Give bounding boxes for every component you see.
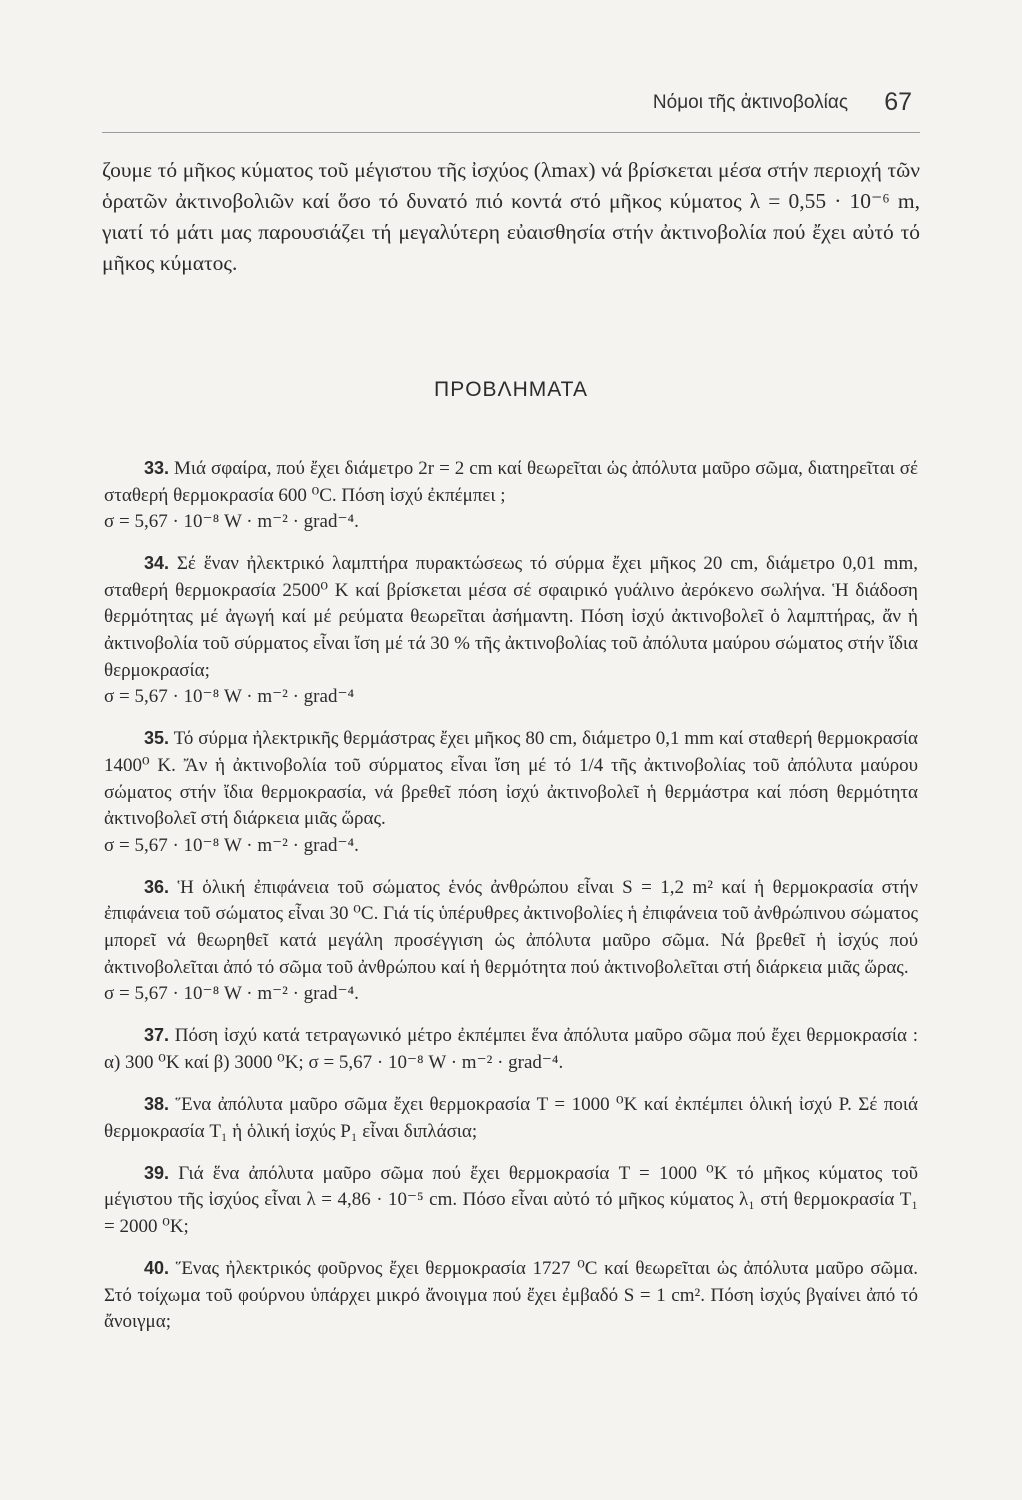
problem-text: Γιά ἕνα ἀπόλυτα μαῦρο σῶμα πού ἔχει θερμοκρασία T = 1000 ⁰K τό μῆκος κύματος τοῦ μέγιστου τῆς ἰσχύος εἶναι λ = 4,86 · 10⁻⁵ cm. Πόσο εἶναι αὐτό τό μῆκος κύματος λ₁ στή θερμοκρασία T₁ = 2000 ⁰K; bbox=[104, 1162, 919, 1237]
problem-text: Μιά σφαίρα, πού ἔχει διάμετρο 2r = 2 cm καί θεωρεῖται ὡς ἀπόλυτα μαῦρο σῶμα, διατηρεῖται σέ σταθερή θερμοκρασία 600 ⁰C. Πόση ἰσχύ ἐκπέμπει ; bbox=[104, 458, 918, 506]
problem-number: 33. bbox=[144, 458, 170, 478]
problem-constant: σ = 5,67 · 10⁻⁸ W · m⁻² · grad⁻⁴. bbox=[104, 983, 359, 1005]
problem-34 bbox=[104, 550, 918, 711]
problem-number: 34. bbox=[144, 553, 170, 574]
problem-number: 35. bbox=[144, 728, 170, 749]
problem-constant: σ = 5,67 · 10⁻⁸ W · m⁻² · grad⁻⁴ bbox=[104, 686, 355, 708]
problem-text: Πόση ἰσχύ κατά τετραγωνικό μέτρο ἐκπέμπει ἕνα ἀπόλυτα μαῦρο σῶμα πού ἔχει θερμοκρασία : α) 300 ⁰K καί β) 3000 ⁰K; σ = 5,67 · 10⁻⁸ W · m⁻² · grad⁻⁴. bbox=[104, 1025, 918, 1073]
problem-35 bbox=[104, 725, 918, 859]
problem-36 bbox=[104, 874, 918, 1008]
problem-constant: σ = 5,67 · 10⁻⁸ W · m⁻² · grad⁻⁴. bbox=[104, 834, 359, 856]
problem-text: Ἡ ὁλική ἐπιφάνεια τοῦ σώματος ἑνός ἀνθρώπου εἶναι S = 1,2 m² καί ἡ θερμοκρασία στήν ἐπιφάνεια τοῦ σώματος εἶναι 30 ⁰C. Γιά τίς ὑπέρυθρες ἀκτινοβολίες ἡ ἐπιφάνεια τοῦ ἀνθρώπινου σώματος μπορεῖ νά θεωρηθεῖ κατά μεγάλη προσέγγιση ὡς ἀπόλυτα μαῦρο σῶμα. Νά βρεθεῖ ἡ ἰσχύς πού ἀκτινοβολεῖται ἀπό τό σῶμα τοῦ ἀνθρώπου καί ἡ θερμότητα πού ἀκτινοβολεῖται στή διάρκεια μιᾶς ὥρας. bbox=[104, 876, 919, 978]
running-header bbox=[100, 88, 920, 124]
problem-text: Σέ ἕναν ἠλεκτρικό λαμπτήρα πυρακτώσεως τό σύρμα ἔχει μῆκος 20 cm, διάμετρο 0,01 mm, σταθερή θερμοκρασία 2500⁰ K καί βρίσκεται μέσα σέ σφαιρικό γυάλινο ἀερόκενο σωλήνα. Ἡ διάδοση θερμότητας μέ ἀγωγή καί μέ ρεύματα θεωρεῖται ἀσήμαντη. Πόση ἰσχύ ἀκτινοβολεῖ ὁ λαμπτήρας, ἄν ἡ ἀκτινοβολία τοῦ σύρματος εἶναι ἴση μέ τά 30 % τῆς ἀκτινοβολίας τοῦ ἀπόλυτα μαύρου σώματος στήν ἴδια θερμοκρασία; bbox=[104, 553, 918, 681]
problem-38 bbox=[104, 1091, 918, 1145]
problem-number: 37. bbox=[144, 1025, 170, 1046]
problem-number: 39. bbox=[144, 1162, 170, 1183]
problem-40 bbox=[104, 1255, 918, 1336]
chapter-title: Νόμοι τῆς ἀκτινοβολίας bbox=[652, 92, 848, 113]
problem-33 bbox=[104, 455, 918, 536]
section-heading: ΠΡΟΒΛΗΜΑΤΑ bbox=[434, 378, 588, 401]
problem-39 bbox=[104, 1160, 918, 1241]
page-number: 67 bbox=[884, 88, 912, 116]
header-rule bbox=[102, 132, 920, 133]
problem-constant: σ = 5,67 · 10⁻⁸ W · m⁻² · grad⁻⁴. bbox=[104, 511, 359, 533]
problem-text: Ἕνας ἠλεκτρικός φοῦρνος ἔχει θερμοκρασία 1727 ⁰C καί θεωρεῖται ὡς ἀπόλυτα μαῦρο σῶμα. Στό τοίχωμα τοῦ φούρνου ὑπάρχει μικρό ἄνοιγμα πού ἔχει ἐμβαδό S = 1 cm². Πόση ἰσχύς βγαίνει ἀπό τό ἄνοιγμα; bbox=[104, 1257, 919, 1333]
problem-number: 36. bbox=[144, 876, 170, 897]
problem-number: 38. bbox=[144, 1093, 170, 1114]
problem-number: 40. bbox=[144, 1257, 170, 1278]
problem-list bbox=[104, 455, 918, 1350]
intro-paragraph: ζουμε τό μῆκος κύματος τοῦ μέγιστου τῆς ἰσχύος (λmax) νά βρίσκεται μέσα στήν περιοχή τῶν ὁρατῶν ἀκτινοβολιῶν καί ὅσο τό δυνατό πιό κοντά στό μῆκος κύματος λ = 0,55 · 10⁻⁶ m, γιατί τό μάτι μας παρουσιάζει τή μεγαλύτερη εὐαισθησία στήν ἀκτινοβολία πού ἔχει αὐτό τό μῆκος κύματος. bbox=[102, 158, 920, 275]
problem-text: Ἕνα ἀπόλυτα μαῦρο σῶμα ἔχει θερμοκρασία T = 1000 ⁰K καί ἐκπέμπει ὁλική ἰσχύ P. Σέ ποιά θερμοκρασία T₁ ἡ ὁλική ἰσχύς P₁ εἶναι διπλάσια; bbox=[104, 1093, 918, 1142]
problem-37 bbox=[104, 1022, 918, 1076]
problem-text: Τό σύρμα ἠλεκτρικῆς θερμάστρας ἔχει μῆκος 80 cm, διάμετρο 0,1 mm καί σταθερή θερμοκρασία 1400⁰ K. Ἄν ἡ ἀκτινοβολία τοῦ σύρματος εἶναι ἴση μέ τό 1/4 τῆς ἀκτινοβολίας τοῦ ἀπόλυτα μαύρου σώματος στήν ἴδια θερμοκρασία, νά βρεθεῖ πόση ἰσχύ ἀκτινοβολεῖ ἡ θερμάστρα καί πόση θερμότητα ἀκτινοβολεῖ στή διάρκεια μιᾶς ὥρας. bbox=[104, 728, 918, 830]
